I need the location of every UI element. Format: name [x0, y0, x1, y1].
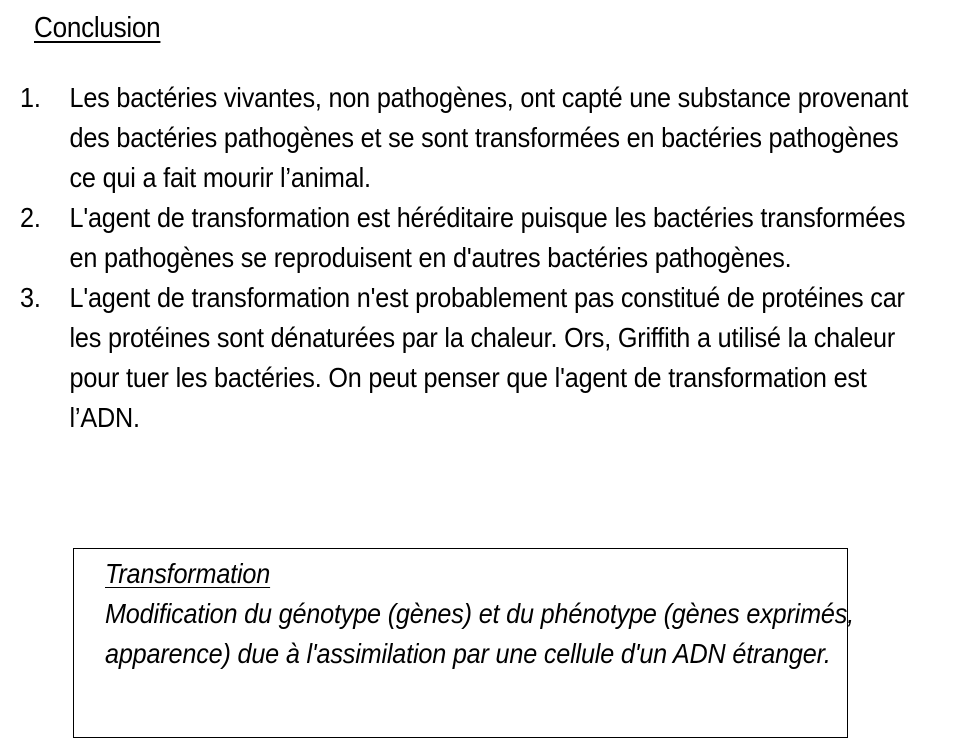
definition-content — [105, 554, 861, 674]
slide-title: Conclusion — [34, 12, 161, 44]
conclusion-item-2 — [20, 198, 929, 278]
item-text: Les bactéries vivantes, non pathogènes, ont capté une substance provenant des bactéries pathogènes et se sont transformées en bactéries pathogènes ce qui a fait mourir l’animal. — [69, 82, 909, 193]
conclusion-item-3 — [20, 278, 929, 438]
definition-text: Modification du génotype (gènes) et du phénotype (gènes exprimés, apparence) due à l'assimilation par une cellule d'un ADN étranger. — [105, 598, 854, 669]
conclusion-list — [20, 78, 929, 438]
item-text: L'agent de transformation n'est probablement pas constitué de protéines car les protéines sont dénaturées par la chaleur. Ors, Griffith a utilisé la chaleur pour tuer les bactéries. On peut penser que l'agent de transformation est l’ADN. — [69, 282, 905, 433]
item-number: 2. — [20, 202, 41, 233]
conclusion-item-1 — [20, 78, 929, 198]
item-text: L'agent de transformation est héréditaire puisque les bactéries transformées en pathogènes se reproduisent en d'autres bactéries pathogènes. — [69, 202, 906, 273]
item-number: 3. — [20, 282, 41, 313]
definition-box — [73, 548, 854, 738]
item-number: 1. — [20, 82, 41, 113]
definition-term: Transformation — [105, 558, 271, 589]
